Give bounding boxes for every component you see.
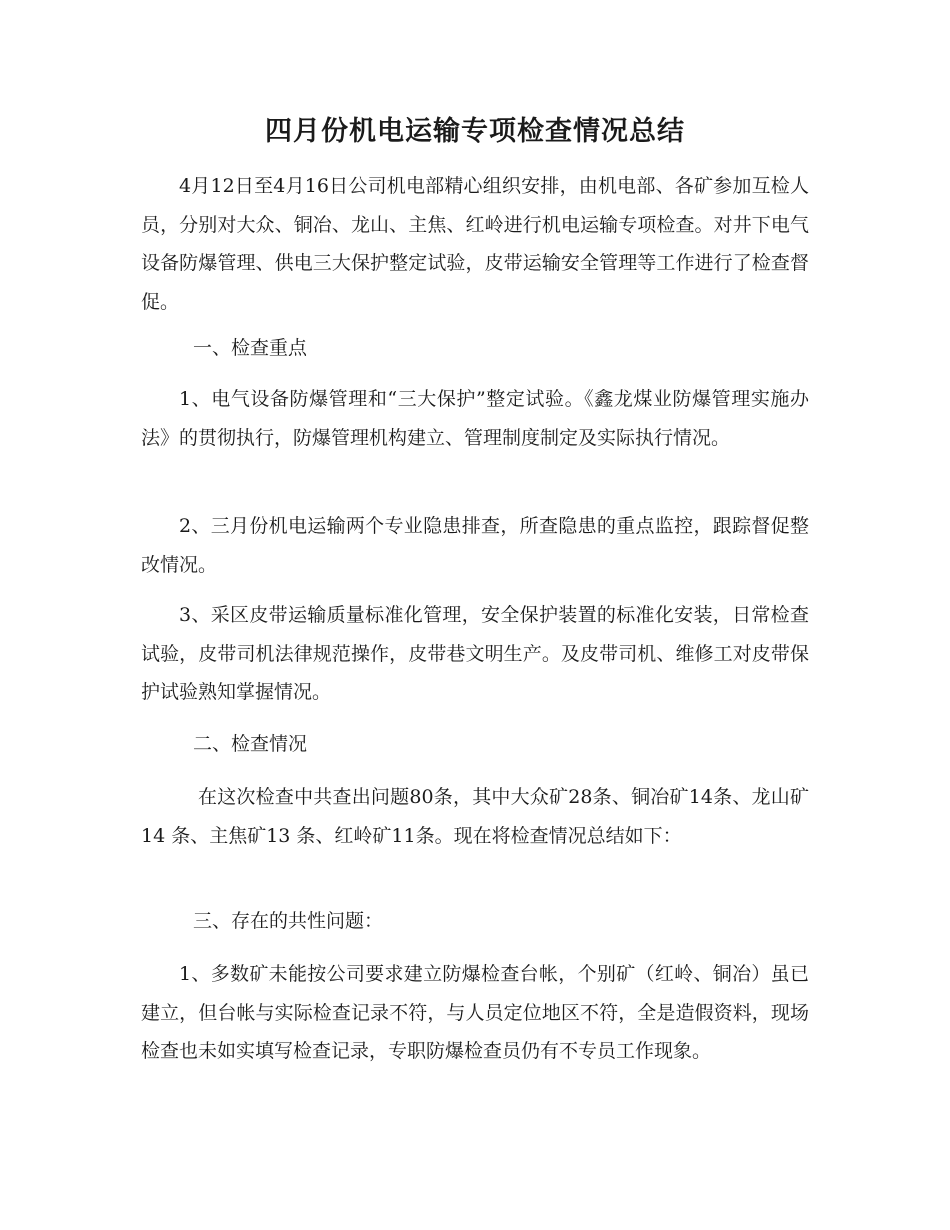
section2-heading: 二、检查情况 — [193, 733, 308, 755]
section2-paragraph: 在这次检查中共查出问题80条，其中大众矿28条、铜冶矿14条、龙山矿14 条、主焦矿13 条、红岭矿11条。现在将检查情况总结如下： — [141, 786, 809, 847]
section1-item-1: 1、电气设备防爆管理和“三大保护”整定试验。《鑫龙煤业防爆管理实施办法》的贯彻执行，防爆管理机构建立、管理制度制定及实际执行情况。 — [141, 388, 809, 449]
section3-item-1: 1、多数矿未能按公司要求建立防爆检查台帐，个别矿（红岭、铜冶）虽已建立，但台帐与实际检查记录不符，与人员定位地区不符，全是造假资料，现场检查也未如实填写检查记录，专职防爆检查员仍有不专员工作现象。 — [141, 963, 809, 1062]
intro-paragraph: 4月12日至4月16日公司机电部精心组织安排，由机电部、各矿参加互检人员，分别对大众、铜冶、龙山、主焦、红岭进行机电运输专项检查。对井下电气设备防爆管理、供电三大保护整定试验，皮带运输安全管理等工作进行了检查督促。 — [141, 175, 809, 313]
document-title: 四月份机电运输专项检查情况总结 — [265, 116, 685, 147]
section1-item-2: 2、三月份机电运输两个专业隐患排查，所查隐患的重点监控，跟踪督促整改情况。 — [141, 515, 809, 576]
section3-heading: 三、存在的共性问题： — [193, 910, 384, 932]
section1-item-3: 3、采区皮带运输质量标准化管理，安全保护装置的标准化安装，日常检查试验，皮带司机法律规范操作，皮带巷文明生产。及皮带司机、维修工对皮带保护试验熟知掌握情况。 — [141, 604, 809, 703]
section1-heading: 一、检查重点 — [193, 337, 308, 359]
